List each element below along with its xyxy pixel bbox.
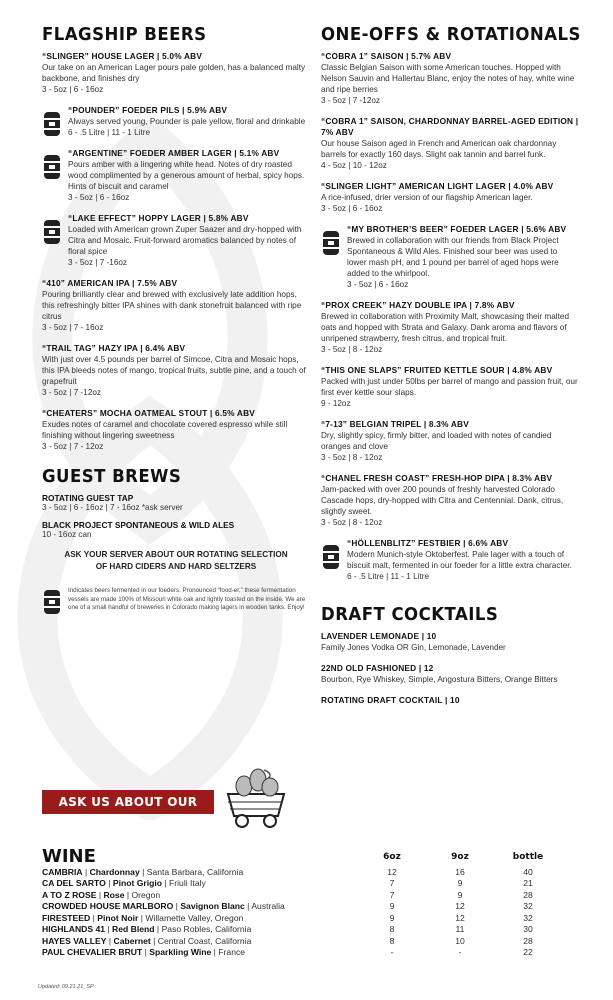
flagship-list [42, 51, 310, 452]
wine-varietal: Red Blend [112, 924, 155, 934]
wine-name: CA DEL SARTO [42, 878, 106, 888]
beer-price: 6 - .5 Litre | 11 - 1 Litre [68, 128, 151, 137]
beer-name: “PROX CREEK” HAZY DOUBLE IPA | 7.8% ABV [321, 300, 515, 310]
wine-name: A TO Z ROSE [42, 889, 97, 900]
beer-name: “CHEATERS” MOCHA OATMEAL STOUT | 6.5% ABV [42, 408, 256, 418]
beer-price: 3 - 5oz | 8 - 12oz [321, 453, 383, 462]
cocktail-desc: Bourbon, Rye Whiskey, Simple, Angostura Bitters, Orange Bitters [321, 675, 558, 684]
beer-desc: Loaded with American grown Zuper Saazer and dry-hopped with Citra and Mosaic. Fruit-forward aromatics balanced by notes of floral spice [68, 225, 302, 256]
beer-desc: Brewed in collaboration with our friends from Black Project Spontaneous & Wild Ales. Finished sour beer was used to lower mash pH, and 1 pound per barrel of aged hops were added to the whirlpool. [347, 236, 559, 278]
foeder-barrel-icon [42, 587, 62, 617]
beer-item [321, 473, 579, 528]
beer-name: “CHANEL FRESH COAST” FRESH-HOP DIPA | 8.3% ABV [321, 473, 553, 483]
beer-price: 3 - 5oz | 6 - 16oz [321, 204, 383, 213]
beer-price: 6 - .5 Litre | 11 - 1 Litre [347, 572, 430, 581]
wine-price-bottle: 22 [523, 947, 533, 957]
left-column [42, 24, 310, 613]
wine-desc-cell: CA DEL SARTO | Pinot Grigio | Friuli Italy [42, 878, 206, 888]
wine-row [42, 867, 562, 879]
beer-desc: Packed with just under 50lbs per barrel of mango and passion fruit, our first ever kettle sour slaps. [321, 377, 578, 397]
beer-price: 3 - 5oz | 7 -12oz [321, 96, 381, 105]
wine-name: CROWDED HOUSE MARLBORO [42, 901, 174, 911]
beer-price: 4 - 5oz | 10 - 12oz [321, 161, 387, 170]
wine-desc-cell: CAMBRIA | Chardonnay | Santa Barbara, California [42, 866, 244, 877]
updated-stamp: Updated: 09.21.21_SP [38, 984, 94, 990]
wine-table [42, 848, 562, 959]
beer-item [42, 213, 310, 268]
wine-varietal: Pinot Noir [97, 912, 139, 923]
guest-item-desc: 10 - 16oz can [42, 530, 92, 539]
hop-cart-icon [220, 768, 292, 830]
beer-desc: With just over 4.5 pounds per barrel of Simcoe, Citra and Mosaic hops, this IPA bleeds notes of mango, tropical fruits, subtle pine, and a touch of grapefruit [42, 355, 306, 386]
beer-item [321, 300, 579, 355]
wine-price-9oz: 12 [455, 912, 465, 923]
wine-row [42, 890, 562, 902]
note-line: ASK YOUR SERVER ABOUT OUR ROTATING SELECTION [64, 550, 288, 559]
beer-desc: Exudes notes of caramel and chocolate covered espresso while still finishing without lingering sweetness [42, 420, 288, 440]
beer-desc: Classic Belgian Saison with some American touches. Hopped with Nelson Sauvin and Hallertau Blanc, enjoy the notes of hay, white wine and ripe berries [321, 63, 575, 94]
beer-price: 3 - 5oz | 8 - 12oz [321, 345, 383, 354]
beer-name: “7-13” BELGIAN TRIPEL | 8.3% ABV [321, 419, 469, 429]
guest-item-title: BLACK PROJECT SPONTANEOUS & WILD ALES [42, 520, 235, 530]
wine-name: HAYES VALLEY [42, 935, 107, 946]
wine-price-9oz: 11 [455, 924, 465, 934]
beer-desc: Always served young, Pounder is pale yellow, floral and drinkable [68, 117, 306, 126]
wine-price-6oz: 8 [389, 935, 395, 946]
guest-item [42, 493, 310, 512]
cocktail-item [321, 695, 579, 706]
foeder-barrel-icon [321, 228, 341, 258]
beer-desc: Our take on an American Lager pours pale golden, has a balanced malty backbone, and finishes dry [42, 63, 306, 83]
wine-price-6oz: 7 [389, 878, 395, 888]
wine-price-bottle: 28 [523, 889, 533, 900]
wine-region: Australia [251, 901, 285, 911]
foeder-legend [42, 587, 310, 613]
beer-price: 3 - 5oz | 6 - 16oz [42, 85, 104, 94]
beer-price: 3 - 5oz | 6 - 16oz [347, 280, 409, 289]
beer-item [321, 365, 579, 409]
beer-name: “COBRA 1” SAISON, CHARDONNAY BARREL-AGED EDITION | 7% ABV [321, 116, 579, 137]
foeder-barrel-icon [42, 109, 62, 139]
wine-price-6oz: 12 [387, 866, 397, 877]
wine-desc-cell: HAYES VALLEY | Cabernet | Central Coast, California [42, 935, 252, 946]
beer-name: “COBRA 1” SAISON | 5.7% ABV [321, 51, 452, 61]
wine-name: PAUL CHEVALIER BRUT [42, 947, 143, 957]
wine-price-bottle: 32 [523, 912, 533, 923]
beer-desc: Dry, slightly spicy, firmly bitter, and loaded with notes of candied oranges and clove [321, 431, 552, 451]
beer-item [321, 181, 579, 214]
beer-name: “MY BROTHER’S BEER” FOEDER LAGER | 5.6% ABV [347, 224, 567, 234]
wine-price-9oz: 9 [457, 889, 463, 900]
beer-name: “POUNDER” FOEDER PILS | 5.9% ABV [68, 105, 228, 115]
col-9oz: 9oz [451, 851, 469, 862]
beer-item [42, 51, 310, 95]
foeder-barrel-icon [321, 542, 341, 572]
wine-price-bottle: 40 [523, 866, 533, 877]
wine-row [42, 924, 562, 936]
wine-price-6oz: 9 [389, 901, 395, 911]
legend-text: Indicates beers fermented in our foeders. Pronounced “food-er,” these fermentation vessels are made 100% of Missouri white oak and lightly toasted on the inside. We are one of a small handful of breweries in Colorado making lagers in wooden tanks. Enjoy! [68, 587, 306, 611]
beer-name: “410” AMERICAN IPA | 7.5% ABV [42, 278, 178, 288]
beer-name: “HÖLLENBLITZ” FESTBIER | 6.6% ABV [347, 538, 509, 548]
wine-price-bottle: 32 [523, 901, 533, 911]
wine-region: Willamette Valley, Oregon [145, 912, 244, 923]
wine-desc-cell: PAUL CHEVALIER BRUT | Sparkling Wine | France [42, 947, 246, 957]
beer-item [321, 538, 579, 582]
beer-price: 3 - 5oz | 7 - 12oz [42, 442, 104, 451]
wine-price-bottle: 21 [523, 878, 533, 888]
beer-item [321, 419, 579, 463]
beer-price: 3 - 5oz | 7 - 16oz [42, 323, 104, 332]
wine-row [42, 947, 562, 959]
cocktail-name: ROTATING DRAFT COCKTAIL | 10 [321, 695, 460, 705]
col-bottle: bottle [512, 851, 544, 862]
beer-desc: A rice-infused, drier version of our flagship American lager. [321, 193, 533, 202]
wine-region: Friuli Italy [169, 878, 206, 888]
beer-item [321, 116, 579, 171]
wine-varietal: Sparkling Wine [149, 947, 212, 957]
wine-varietal: Rose [103, 889, 125, 900]
beer-item [42, 343, 310, 398]
beer-name: “LAKE EFFECT” HOPPY LAGER | 5.8% ABV [68, 213, 249, 223]
beer-desc: Jam-packed with over 200 pounds of freshly harvested Colorado Cascade hops, dry-hopped with Citra and Centennial. Dank, citrus, slightly sweet. [321, 485, 564, 516]
wine-price-9oz: 10 [455, 935, 465, 946]
wine-region: Paso Robles, California [161, 924, 252, 934]
flights-banner: ASK US ABOUT OUR FLIGHTS! [42, 790, 214, 814]
wine-varietal: Savignon Blanc [180, 901, 245, 911]
wine-price-6oz: 8 [389, 924, 395, 934]
wine-varietal: Cabernet [113, 935, 151, 946]
guest-item-title: ROTATING GUEST TAP [42, 493, 134, 503]
beer-name: “SLINGER LIGHT” AMERICAN LIGHT LAGER | 4.0% ABV [321, 181, 554, 191]
beer-item [321, 224, 579, 290]
beer-price: 3 - 5oz | 6 - 16oz [68, 193, 130, 202]
oneoffs-list [321, 51, 579, 582]
cocktail-name: 22ND OLD FASHIONED | 12 [321, 663, 434, 673]
guest-item-desc: 3 - 5oz | 6 - 16oz | 7 - 16oz *ask server [42, 503, 183, 512]
right-column [321, 24, 579, 716]
wine-price-9oz: - [458, 947, 462, 957]
guest-item [42, 520, 310, 539]
beer-price: 3 - 5oz | 7 -16oz [68, 258, 128, 267]
beer-item [321, 51, 579, 106]
beer-name: “SLINGER” HOUSE LAGER | 5.0% ABV [42, 51, 203, 61]
wine-desc-cell: HIGHLANDS 41 | Red Blend | Paso Robles, California [42, 924, 252, 934]
beer-desc: Pours amber with a lingering white head. Notes of dry roasted wood complimented by a generous amount of herbal, spicy hops. Hints of biscuit and caramel [68, 160, 305, 191]
beer-item [42, 278, 310, 333]
beer-desc: Pouring brilliantly clear and brewed with exclusively late addition hops, this refreshingly bitter IPA shines with dank stonefruit balanced with ripe citrus [42, 290, 302, 321]
wine-price-6oz: 9 [389, 912, 395, 923]
wine-region: France [218, 947, 246, 957]
beer-item [42, 408, 310, 452]
wine-price-9oz: 12 [455, 901, 465, 911]
wine-name: CAMBRIA [42, 866, 83, 877]
wine-varietal: Chardonnay [89, 866, 140, 877]
wine-row [42, 878, 562, 890]
beer-name: “ARGENTINE” FOEDER AMBER LAGER | 5.1% ABV [68, 148, 280, 158]
wine-heading-cell [42, 848, 358, 867]
wine-heading: WINE [42, 846, 96, 867]
wine-name: FIRESTEED [42, 912, 91, 923]
wine-desc-cell: CROWDED HOUSE MARLBORO | Savignon Blanc | Australia [42, 901, 285, 911]
beer-price: 3 - 5oz | 7 -12oz [42, 388, 102, 397]
beer-desc: Our house Saison aged in French and American oak chardonnay barrels for exactly 160 days. Slight oak tannin and barrel funk. [321, 139, 557, 159]
beer-name: “TRAIL TAG” HAZY IPA | 6.4% ABV [42, 343, 186, 353]
oneoffs-heading: ONE-OFFS & ROTATIONALS [321, 24, 581, 45]
beer-price: 3 - 5oz | 8 - 12oz [321, 518, 383, 527]
wine-desc-cell: A TO Z ROSE | Rose | Oregon [42, 889, 161, 900]
guest-list [42, 493, 310, 539]
cocktail-item [321, 663, 579, 685]
flagship-heading: FLAGSHIP BEERS [42, 24, 207, 45]
cider-seltzer-note [42, 549, 310, 573]
wine-desc-cell: FIRESTEED | Pinot Noir | Willamette Valley, Oregon [42, 912, 244, 923]
beer-item [42, 148, 310, 203]
wine-price-6oz: 7 [389, 889, 395, 900]
wine-row [42, 936, 562, 948]
foeder-barrel-icon [42, 152, 62, 182]
cocktail-desc: Family Jones Vodka OR Gin, Lemonade, Lavender [321, 643, 506, 652]
wine-price-9oz: 16 [455, 866, 465, 877]
beer-name: “THIS ONE SLAPS” FRUITED KETTLE SOUR | 4.8% ABV [321, 365, 553, 375]
beer-desc: Modern Munich-style Oktoberfest. Pale lager with a touch of biscuit malt, fermented in our foeder for a little extra character. [347, 550, 572, 570]
wine-varietal: Pinot Grigio [112, 878, 163, 888]
beer-item [42, 105, 310, 138]
beer-desc: Brewed in collaboration with Proximity Malt, showcasing their malted oats and hopped with Strata and Galaxy. Dank aroma and flavors of unripened strawberry, fresh citrus, and tropical fruit. [321, 312, 570, 343]
beer-price: 9 - 12oz [321, 399, 351, 408]
wine-section [42, 848, 562, 959]
wine-price-bottle: 30 [523, 924, 533, 934]
wine-region: Central Coast, California [157, 935, 252, 946]
cocktails-list [321, 631, 579, 706]
wine-price-9oz: 9 [457, 878, 463, 888]
foeder-barrel-icon [42, 217, 62, 247]
wine-row [42, 913, 562, 925]
wine-row [42, 901, 562, 913]
col-6oz: 6oz [383, 851, 401, 862]
cocktail-item [321, 631, 579, 653]
wine-price-6oz: - [390, 947, 394, 957]
guest-heading: GUEST BREWS [42, 466, 182, 487]
wine-region: Oregon [131, 889, 161, 900]
cocktails-heading: DRAFT COCKTAILS [321, 604, 499, 625]
wine-header-row [42, 848, 562, 867]
wine-region: Santa Barbara, California [146, 866, 244, 877]
note-line: OF HARD CIDERS AND HARD SELTZERS [95, 562, 257, 571]
cocktail-name: LAVENDER LEMONADE | 10 [321, 631, 437, 641]
wine-price-bottle: 28 [523, 935, 533, 946]
wine-name: HIGHLANDS 41 [42, 924, 106, 934]
